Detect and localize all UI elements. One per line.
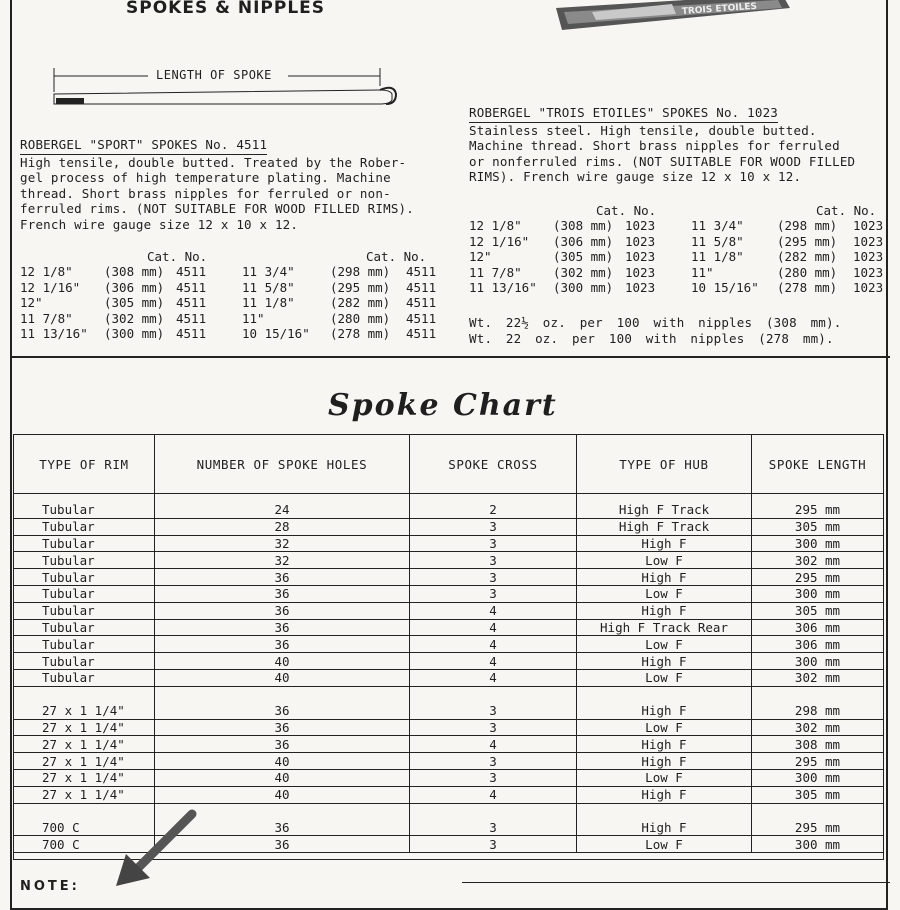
length-in: 11 5/8" — [242, 279, 295, 295]
cat-no: 4511 — [406, 295, 437, 310]
length-mm: (308 mm) — [553, 218, 614, 233]
length-mm: (280 mm) — [330, 310, 391, 326]
spoke-chart-title: Spoke Chart — [328, 388, 558, 423]
hub-cell: High F Track — [577, 518, 752, 535]
length-cell: 305 mm — [752, 518, 884, 535]
holes-cell: 36 — [155, 703, 410, 719]
cat-no: 4511 — [176, 264, 207, 279]
length-mm: (298 mm) — [330, 264, 391, 279]
col-type-of-rim: TYPE OF RIM — [14, 435, 155, 494]
rim-cell: 27 x 1 1/4" — [14, 769, 155, 786]
trois-line: Stainless steel. High tensile, double butted. — [469, 122, 817, 138]
cat-no: 1023 — [625, 280, 656, 295]
length-in: 11 13/16" — [20, 326, 88, 341]
length-in: 11 5/8" — [691, 233, 744, 249]
note-rule — [462, 882, 890, 883]
chart-row — [14, 636, 884, 653]
package-label: TROIS ETOILES — [681, 1, 758, 17]
length-mm: (278 mm) — [330, 326, 391, 341]
chart-row — [14, 552, 884, 569]
length-in: 11 1/8" — [691, 249, 744, 264]
trois-weights — [469, 315, 841, 346]
sport-line: French wire gauge size 12 x 10 x 12. — [20, 216, 299, 232]
cat-no: 1023 — [853, 280, 884, 295]
cat-no: 1023 — [625, 233, 656, 249]
chart-row — [14, 719, 884, 736]
length-mm: (282 mm) — [777, 249, 838, 264]
hub-cell: High F — [577, 653, 752, 670]
length-mm: (295 mm) — [777, 233, 838, 249]
length-mm: (282 mm) — [330, 295, 391, 310]
cross-cell: 3 — [410, 518, 577, 535]
chart-row — [14, 703, 884, 719]
cat-no: 1023 — [853, 249, 884, 264]
sport-cat-header-right: Cat. No. — [366, 249, 427, 264]
hub-cell: High F — [577, 820, 752, 836]
chart-row — [14, 518, 884, 535]
length-cell: 306 mm — [752, 619, 884, 636]
trois-heading: ROBERGEL "TROIS ETOILES" SPOKES No. 1023 — [469, 105, 778, 123]
chart-row — [14, 753, 884, 770]
sport-heading: ROBERGEL "SPORT" SPOKES No. 4511 — [20, 137, 267, 155]
length-cell: 302 mm — [752, 719, 884, 736]
length-cell: 300 mm — [752, 653, 884, 670]
col-spoke-cross: SPOKE CROSS — [410, 435, 577, 494]
length-cell: 295 mm — [752, 753, 884, 770]
sport-line: gel process of high temperature plating. Machine — [20, 170, 391, 185]
hub-cell: High F — [577, 569, 752, 586]
holes-cell: 36 — [155, 585, 410, 602]
length-in: 10 15/16" — [242, 326, 310, 341]
holes-cell: 24 — [155, 502, 410, 518]
cat-no: 4511 — [176, 326, 207, 341]
hub-cell: High F — [577, 786, 752, 803]
length-cell: 300 mm — [752, 585, 884, 602]
length-in: 11 13/16" — [469, 280, 537, 295]
sport-spec-table — [20, 264, 442, 342]
sport-spokes-description — [20, 137, 414, 232]
holes-cell: 36 — [155, 736, 410, 753]
col-spoke-length: SPOKE LENGTH — [752, 435, 884, 494]
length-in: 12" — [469, 249, 492, 264]
cross-cell: 3 — [410, 769, 577, 786]
hub-cell: Low F — [577, 636, 752, 653]
rim-cell: 27 x 1 1/4" — [14, 786, 155, 803]
section-divider — [10, 356, 890, 358]
length-in: 11 3/4" — [242, 264, 295, 279]
cross-cell: 2 — [410, 502, 577, 518]
hub-cell: High F Track — [577, 502, 752, 518]
length-cell: 295 mm — [752, 569, 884, 586]
holes-cell: 36 — [155, 619, 410, 636]
length-in: 11 1/8" — [242, 295, 295, 310]
rim-cell: Tubular — [14, 602, 155, 619]
chart-row — [14, 769, 884, 786]
spoke-chart-table — [13, 434, 884, 860]
length-in: 11 7/8" — [20, 310, 73, 326]
length-mm: (295 mm) — [330, 279, 391, 295]
length-cell: 300 mm — [752, 769, 884, 786]
weight-line: Wt. 22½ oz. per 100 with nipples (308 mm). — [469, 315, 842, 330]
length-in: 11 7/8" — [469, 264, 522, 280]
chart-body — [14, 494, 884, 853]
cross-cell: 4 — [410, 636, 577, 653]
trois-spec-table — [469, 218, 889, 296]
hub-cell: High F — [577, 736, 752, 753]
rim-cell: Tubular — [14, 502, 155, 518]
rim-cell: Tubular — [14, 653, 155, 670]
cross-cell: 3 — [410, 585, 577, 602]
chart-row — [14, 653, 884, 670]
hub-cell: High F — [577, 535, 752, 552]
chart-row — [14, 786, 884, 803]
holes-cell: 36 — [155, 636, 410, 653]
rim-cell: 27 x 1 1/4" — [14, 753, 155, 770]
cat-no: 1023 — [625, 249, 656, 264]
holes-cell: 36 — [155, 719, 410, 736]
spec-row — [469, 249, 889, 265]
length-cell: 300 mm — [752, 535, 884, 552]
note-label: NOTE: — [20, 879, 80, 894]
spec-row — [20, 280, 442, 296]
length-mm: (278 mm) — [777, 280, 838, 295]
holes-cell: 32 — [155, 535, 410, 552]
rim-cell: Tubular — [14, 569, 155, 586]
length-mm: (302 mm) — [104, 310, 165, 326]
page-title: SPOKES & NIPPLES — [126, 0, 326, 18]
rim-cell: Tubular — [14, 535, 155, 552]
length-mm: (305 mm) — [104, 295, 165, 310]
hub-cell: High F — [577, 703, 752, 719]
chart-row — [14, 585, 884, 602]
sport-cat-header-left: Cat. No. — [147, 249, 208, 264]
holes-cell: 40 — [155, 769, 410, 786]
spoke-length-label: LENGTH OF SPOKE — [156, 68, 272, 82]
trois-etoiles-description — [469, 105, 855, 185]
rim-cell: 700 C — [14, 820, 155, 836]
sport-line: ferruled rims. (NOT SUITABLE FOR WOOD FILLED RIMS). — [20, 201, 415, 216]
holes-cell: 32 — [155, 552, 410, 569]
cross-cell: 4 — [410, 602, 577, 619]
length-cell: 305 mm — [752, 786, 884, 803]
chart-row — [14, 669, 884, 686]
cross-cell: 4 — [410, 669, 577, 686]
hub-cell: High F — [577, 602, 752, 619]
length-cell: 308 mm — [752, 736, 884, 753]
rim-cell: 27 x 1 1/4" — [14, 703, 155, 719]
length-in: 11" — [242, 310, 265, 326]
length-in: 10 15/16" — [691, 280, 759, 295]
chart-row — [14, 569, 884, 586]
chart-row — [14, 736, 884, 753]
holes-cell: 40 — [155, 653, 410, 670]
rim-cell: Tubular — [14, 552, 155, 569]
length-mm: (306 mm) — [553, 233, 614, 249]
cat-no: 4511 — [406, 310, 437, 326]
length-cell: 295 mm — [752, 820, 884, 836]
cat-no: 1023 — [853, 233, 884, 249]
chart-row — [14, 619, 884, 636]
length-in: 12 1/8" — [20, 264, 73, 279]
length-cell: 298 mm — [752, 703, 884, 719]
length-cell: 302 mm — [752, 552, 884, 569]
trois-cat-header-right: Cat. No. — [816, 203, 877, 218]
group-spacer — [14, 686, 884, 703]
rim-cell: Tubular — [14, 636, 155, 653]
rim-cell: 27 x 1 1/4" — [14, 736, 155, 753]
cross-cell: 3 — [410, 703, 577, 719]
hub-cell: Low F — [577, 585, 752, 602]
hub-cell: Low F — [577, 769, 752, 786]
spec-row — [469, 234, 889, 250]
cross-cell: 3 — [410, 535, 577, 552]
cat-no: 1023 — [853, 264, 884, 280]
sport-line: thread. Short brass nipples for ferruled or non- — [20, 185, 391, 201]
holes-cell: 40 — [155, 669, 410, 686]
length-mm: (306 mm) — [104, 279, 165, 295]
cross-cell: 3 — [410, 552, 577, 569]
sport-line: High tensile, double butted. Treated by the Rober- — [20, 154, 407, 170]
length-cell: 300 mm — [752, 836, 884, 853]
cat-no: 4511 — [406, 264, 437, 279]
length-mm: (300 mm) — [553, 280, 614, 295]
cross-cell: 4 — [410, 786, 577, 803]
spoke-package-photo — [552, 0, 792, 36]
length-cell: 295 mm — [752, 502, 884, 518]
cat-no: 4511 — [406, 326, 437, 341]
length-cell: 305 mm — [752, 602, 884, 619]
holes-cell: 36 — [155, 569, 410, 586]
length-mm: (300 mm) — [104, 326, 165, 341]
holes-cell: 40 — [155, 786, 410, 803]
chart-row — [14, 535, 884, 552]
cross-cell: 3 — [410, 569, 577, 586]
holes-cell: 28 — [155, 518, 410, 535]
spec-row — [20, 295, 442, 311]
length-mm: (308 mm) — [104, 264, 165, 279]
length-in: 12" — [20, 295, 43, 310]
rim-cell: Tubular — [14, 669, 155, 686]
cross-cell: 3 — [410, 836, 577, 853]
cross-cell: 4 — [410, 619, 577, 636]
length-in: 12 1/16" — [20, 279, 81, 295]
length-mm: (305 mm) — [553, 249, 614, 264]
cross-cell: 3 — [410, 753, 577, 770]
cat-no: 1023 — [625, 218, 656, 233]
length-in: 11 3/4" — [691, 218, 744, 233]
hub-cell: High F Track Rear — [577, 619, 752, 636]
trois-line: Machine thread. Short brass nipples for ferruled — [469, 138, 840, 153]
length-in: 12 1/16" — [469, 233, 530, 249]
hub-cell: Low F — [577, 719, 752, 736]
hub-cell: High F — [577, 753, 752, 770]
holes-cell: 36 — [155, 820, 410, 836]
spec-row — [469, 218, 889, 234]
length-cell: 306 mm — [752, 636, 884, 653]
chart-row — [14, 602, 884, 619]
spec-row — [20, 264, 442, 280]
cross-cell: 3 — [410, 820, 577, 836]
rim-cell: 700 C — [14, 836, 155, 853]
chart-header-row — [14, 435, 884, 494]
length-mm: (298 mm) — [777, 218, 838, 233]
chart-row — [14, 502, 884, 518]
cross-cell: 3 — [410, 719, 577, 736]
rim-cell: Tubular — [14, 619, 155, 636]
holes-cell: 40 — [155, 753, 410, 770]
spec-row — [20, 326, 442, 342]
cat-no: 1023 — [853, 218, 884, 233]
holes-cell: 36 — [155, 836, 410, 853]
cat-no: 4511 — [176, 279, 207, 295]
weight-line: Wt. 22 oz. per 100 with nipples (278 mm). — [469, 330, 834, 346]
trois-line: RIMS). French wire gauge size 12 x 10 x 12. — [469, 169, 802, 184]
holes-cell: 36 — [155, 602, 410, 619]
length-in: 11" — [691, 264, 714, 280]
rim-cell: Tubular — [14, 585, 155, 602]
note-arrow-icon — [112, 806, 202, 890]
length-mm: (280 mm) — [777, 264, 838, 280]
col-type-of-hub: TYPE OF HUB — [577, 435, 752, 494]
cross-cell: 4 — [410, 736, 577, 753]
rim-cell: 27 x 1 1/4" — [14, 719, 155, 736]
spec-row — [20, 311, 442, 327]
rim-cell: Tubular — [14, 518, 155, 535]
length-cell: 302 mm — [752, 669, 884, 686]
hub-cell: Low F — [577, 552, 752, 569]
spec-row — [469, 280, 889, 296]
cross-cell: 4 — [410, 653, 577, 670]
hub-cell: Low F — [577, 836, 752, 853]
cat-no: 1023 — [625, 264, 656, 280]
trois-cat-header-left: Cat. No. — [596, 203, 657, 218]
length-mm: (302 mm) — [553, 264, 614, 280]
length-in: 12 1/8" — [469, 218, 522, 233]
hub-cell: Low F — [577, 669, 752, 686]
cat-no: 4511 — [176, 310, 207, 326]
spec-row — [469, 265, 889, 281]
col-spoke-holes: NUMBER OF SPOKE HOLES — [155, 435, 410, 494]
cat-no: 4511 — [406, 279, 437, 295]
trois-line: or nonferruled rims. (NOT SUITABLE FOR WOOD FILLED — [469, 153, 856, 169]
cat-no: 4511 — [176, 295, 207, 310]
